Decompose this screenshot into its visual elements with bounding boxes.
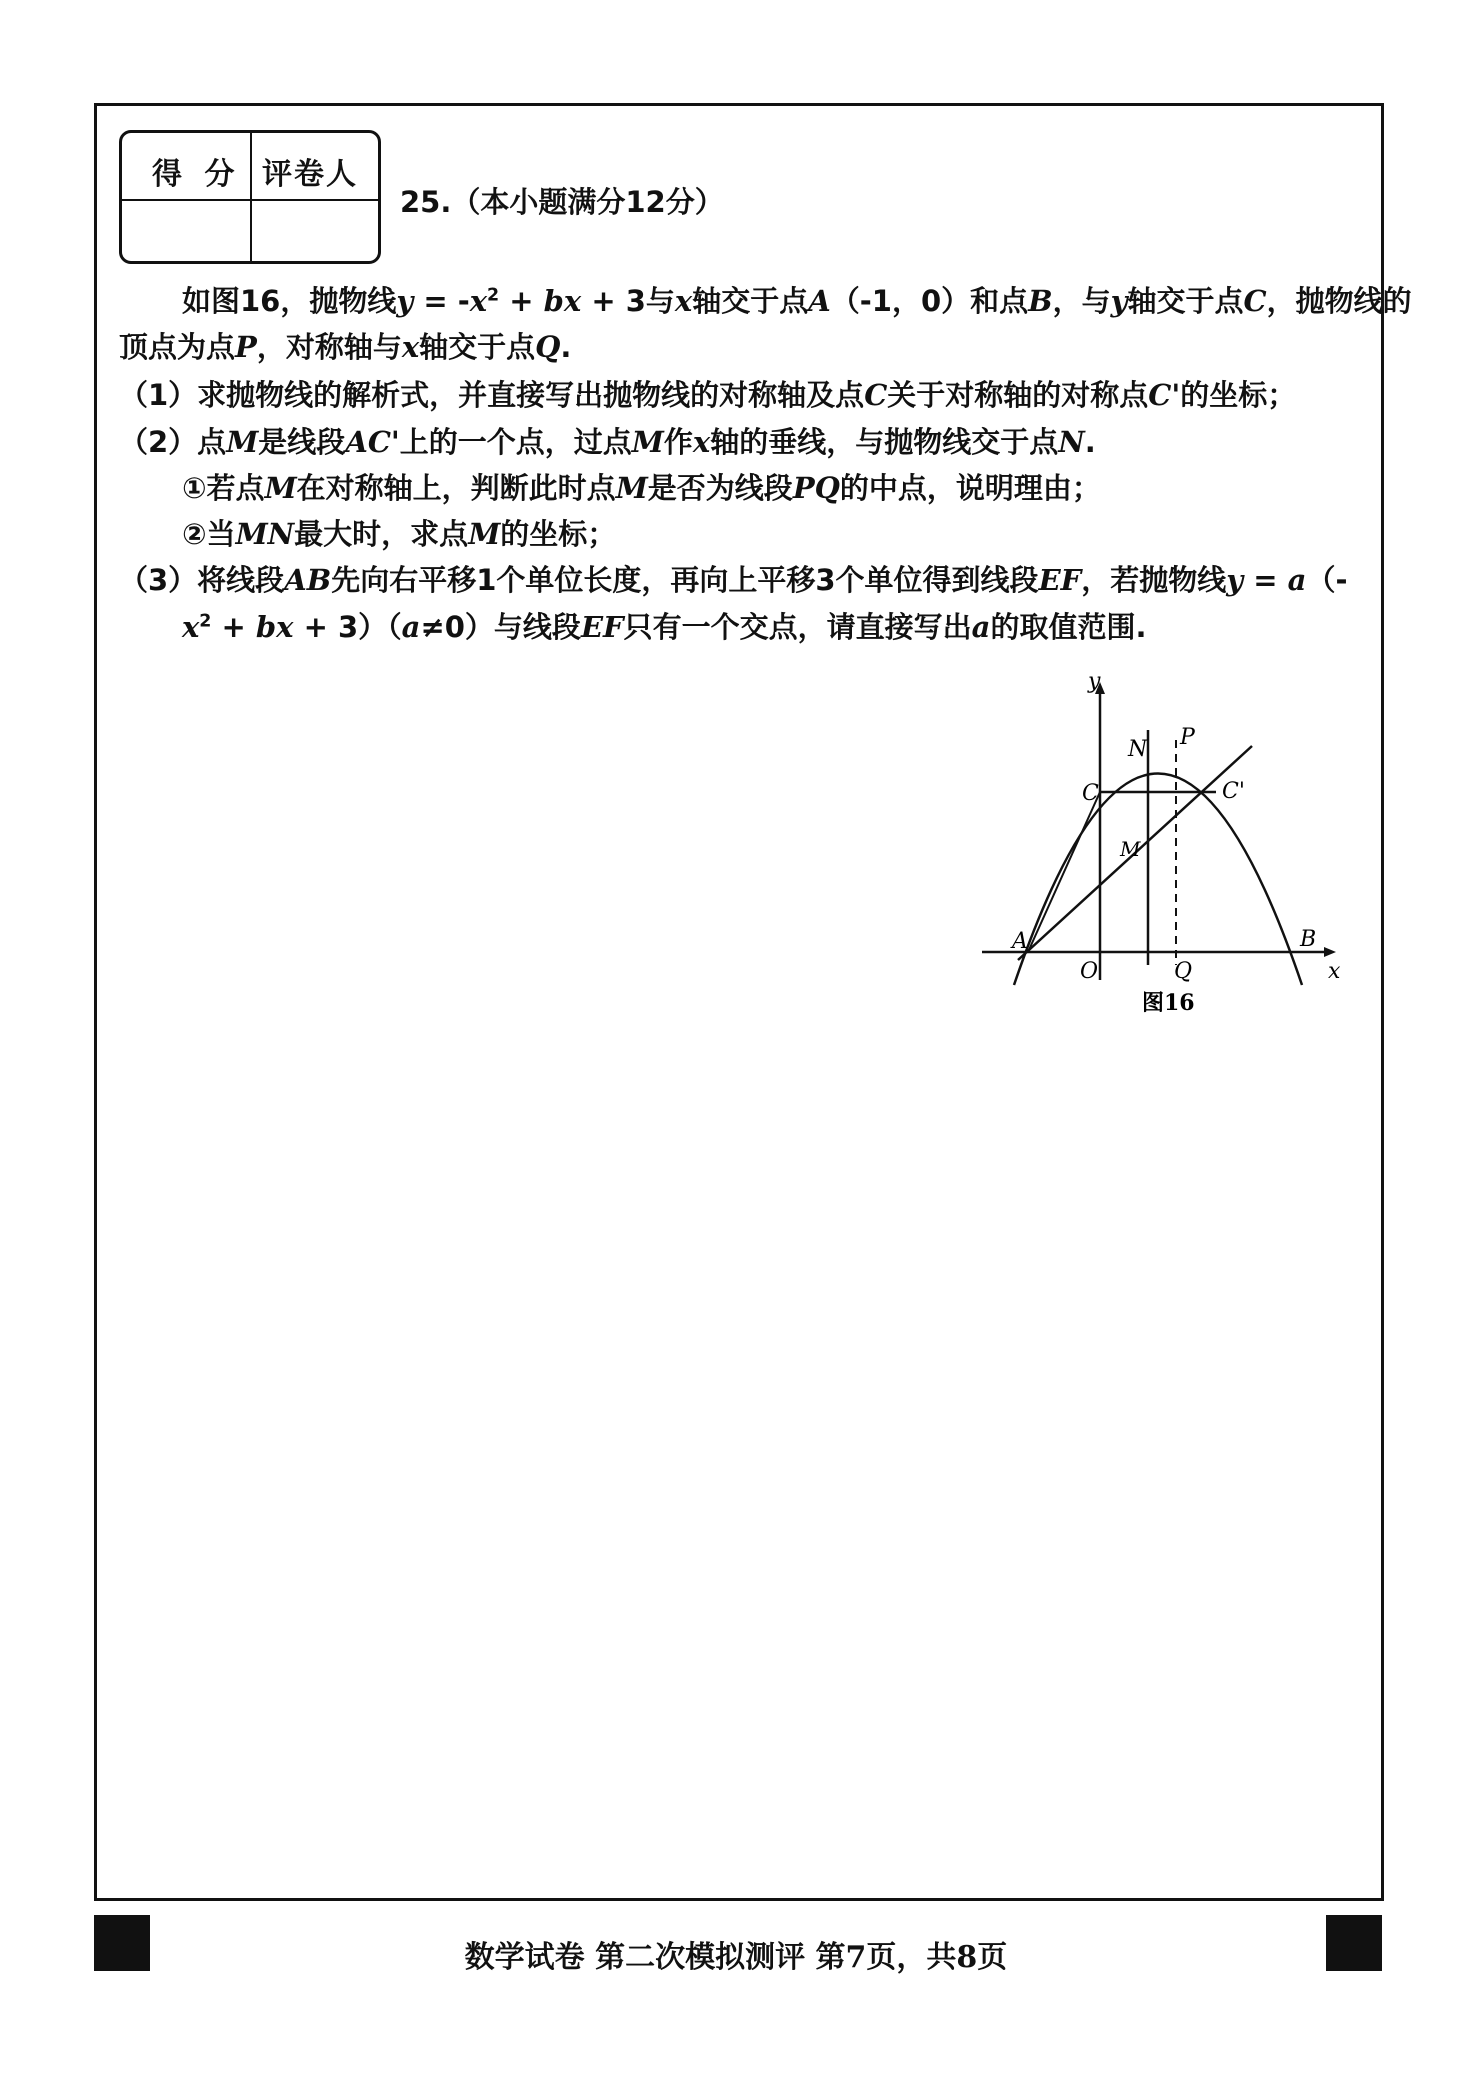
label-o: O [1080, 959, 1099, 984]
intro-line-2: 顶点为点P，对称轴与x轴交于点Q. [119, 330, 572, 364]
label-b: B [1300, 927, 1317, 952]
part-2-sub-2: ②当MN最大时，求点M的坐标； [182, 517, 617, 551]
part-2-sub-1: ①若点M在对称轴上，判断此时点M是否为线段PQ的中点，说明理由； [182, 471, 1101, 505]
score-label: 得 分 [152, 157, 241, 192]
intro-line-1: 如图16，抛物线$y = -x^2$ + bx + 3与x轴交于点A（-1，0）和点B，与y轴交于点C，抛物线的 [182, 284, 1412, 318]
label-c-prime: C' [1222, 779, 1245, 804]
label-a: A [1012, 929, 1028, 954]
figure-caption: 图16 [1142, 990, 1195, 1016]
question-title: 25.（本小题满分12分） [400, 185, 724, 219]
label-y: y [1088, 669, 1101, 694]
part-2: （2）点M是线段AC'上的一个点，过点M作x轴的垂线，与抛物线交于点N. [119, 425, 1096, 459]
x-axis-arrow-icon [1324, 947, 1336, 957]
page-footer: 数学试卷 第二次模拟测评 第7页，共8页 [464, 1940, 1008, 1975]
label-m: M [1120, 837, 1141, 861]
label-x: x [1328, 959, 1341, 984]
score-table-divider [250, 133, 252, 261]
part-3-line-1: （3）将线段AB先向右平移1个单位长度，再向上平移3个单位得到线段EF，若抛物线y = a（- [119, 563, 1348, 597]
label-q: Q [1174, 959, 1193, 984]
figure-16 [970, 660, 1350, 1024]
parabola-diagram [970, 660, 1350, 1020]
label-n: N [1128, 737, 1148, 762]
part-1: （1）求抛物线的解析式，并直接写出抛物线的对称轴及点C关于对称轴的对称点C'的坐标； [119, 378, 1297, 412]
part-3-line-2: $x^2$ + bx + 3）（a≠0）与线段EF只有一个交点，请直接写出a的取值范围. [182, 610, 1147, 644]
label-p: P [1180, 725, 1195, 750]
segment-ac [1028, 792, 1100, 952]
score-table [119, 130, 381, 264]
parabola-curve [1014, 774, 1302, 986]
label-c: C [1082, 781, 1099, 806]
grader-label: 评卷人 [262, 157, 358, 192]
